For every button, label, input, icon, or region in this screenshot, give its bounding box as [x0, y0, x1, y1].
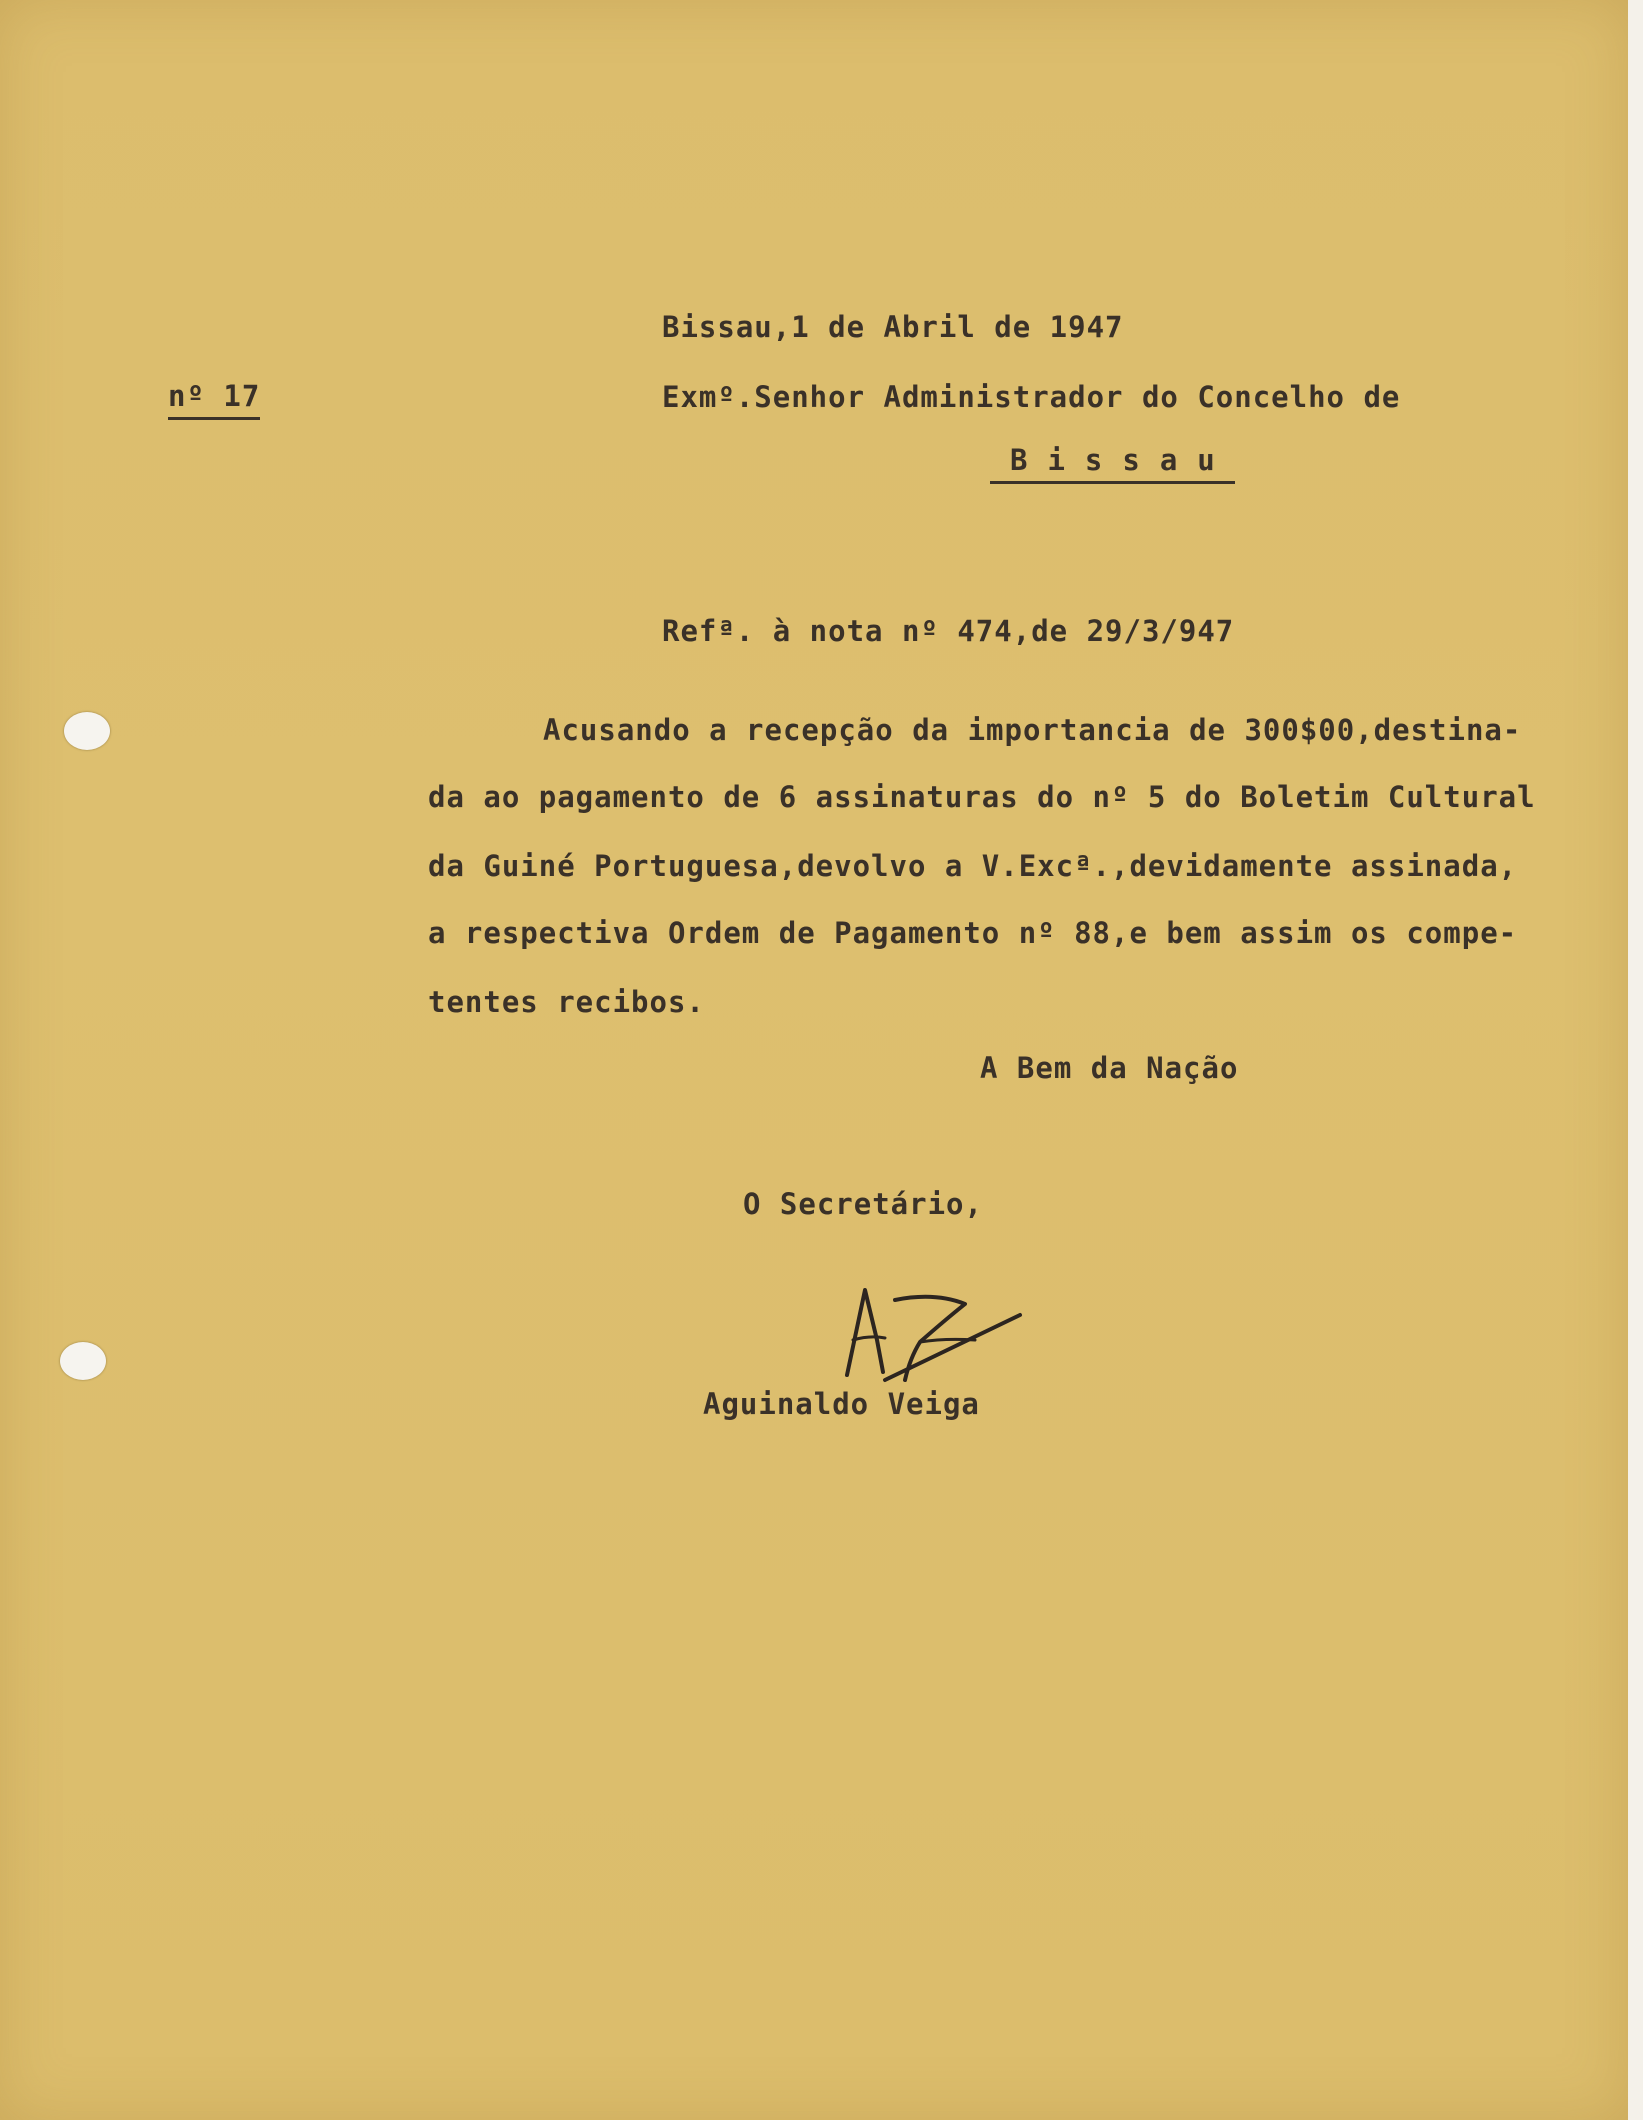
body-line-5: tentes recibos.	[428, 985, 705, 1019]
signer-title: O Secretário,	[743, 1187, 983, 1221]
addressee-city: Bissau	[990, 446, 1235, 484]
reference-line: Refª. à nota nº 474,de 29/3/947	[662, 614, 1235, 648]
body-line-2: da ao pagamento de 6 assinaturas do nº 5 do Boletim Cultural	[428, 780, 1536, 814]
document-number: nº 17	[168, 382, 260, 420]
punch-hole-bottom	[60, 1342, 106, 1380]
scan-margin	[1628, 0, 1643, 2120]
addressee-line: Exmº.Senhor Administrador do Concelho de	[662, 380, 1401, 414]
signer-name: Aguinaldo Veiga	[703, 1387, 980, 1421]
body-line-3: da Guiné Portuguesa,devolvo a V.Excª.,devidamente assinada,	[428, 849, 1518, 883]
handwritten-signature	[825, 1280, 1025, 1390]
date-line: Bissau,1 de Abril de 1947	[662, 310, 1124, 344]
body-line-1: Acusando a recepção da importancia de 300$00,destina-	[543, 713, 1522, 747]
punch-hole-top	[64, 712, 110, 750]
closing-salutation: A Bem da Nação	[980, 1051, 1239, 1085]
body-line-4: a respectiva Ordem de Pagamento nº 88,e bem assim os compe-	[428, 916, 1518, 950]
